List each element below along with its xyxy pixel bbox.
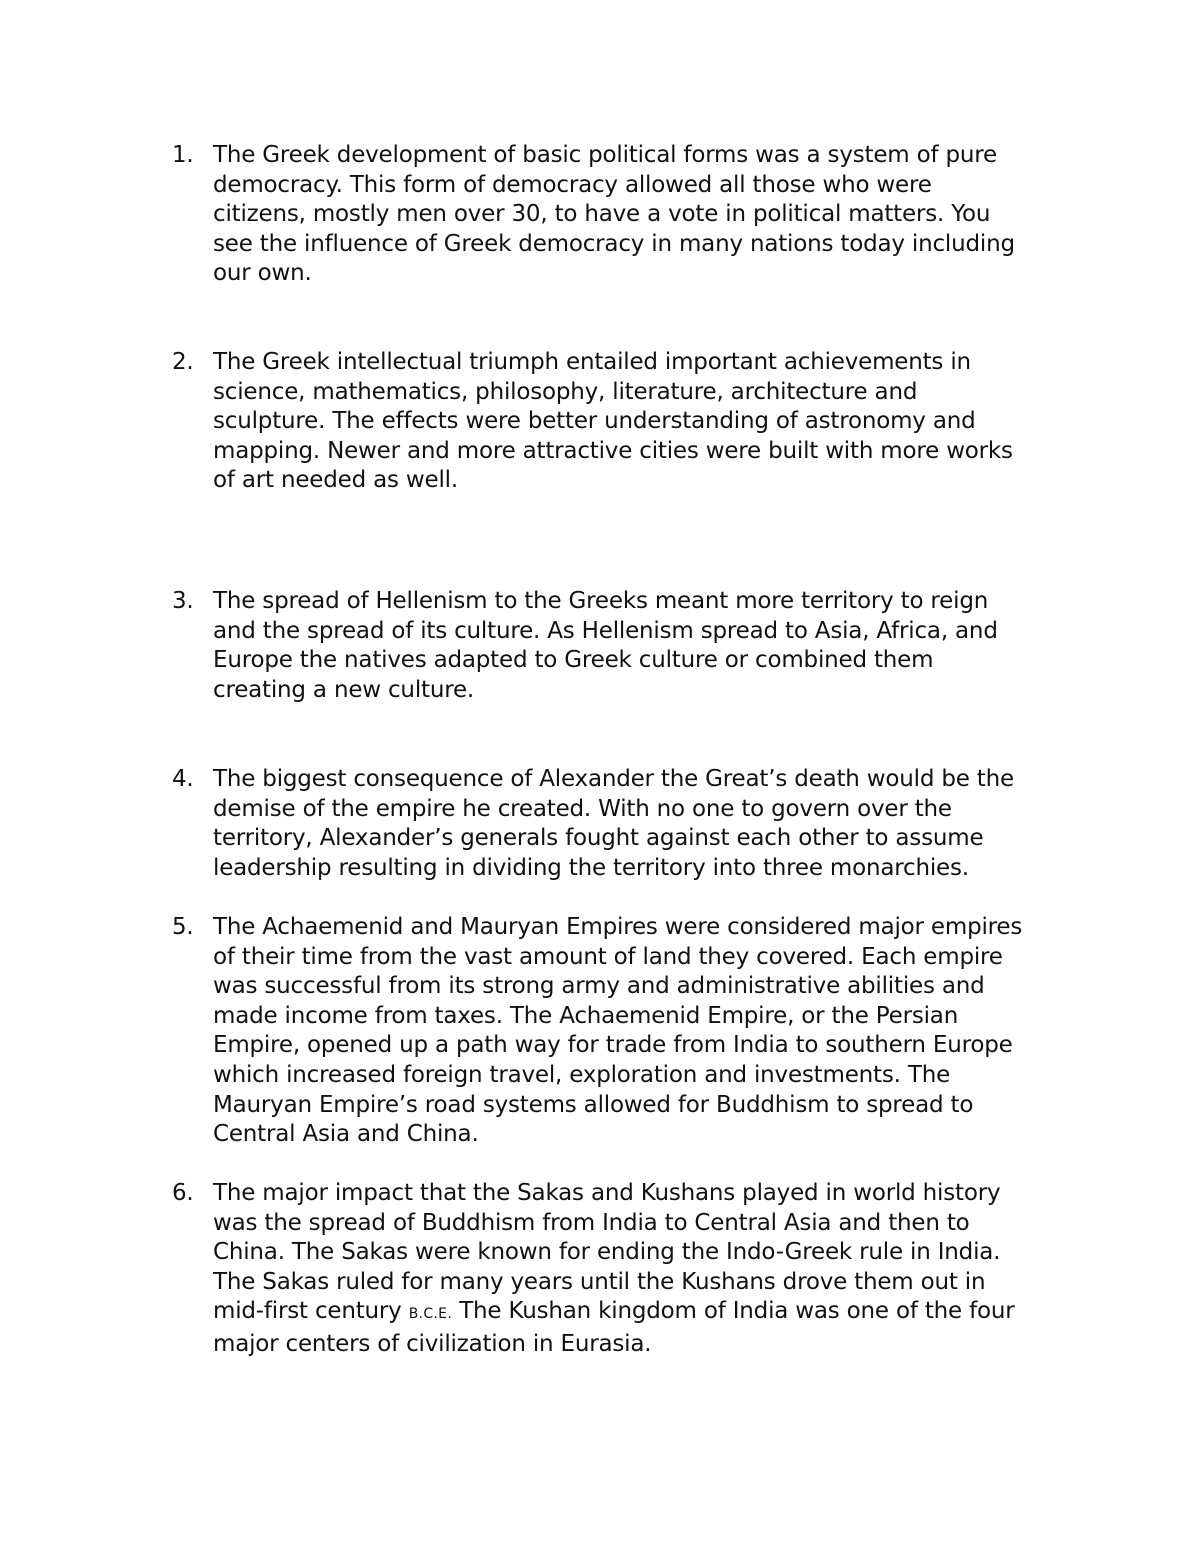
list-item-text <box>213 1179 1073 1360</box>
list-number: 5. <box>172 914 194 940</box>
text-segment: The major impact that the Sakas and Kushans played in world history was the spread of Buddhism from India to Central Asia and then to China. The Sakas were known for ending the Indo-Greek rule in India. The Sakas ruled for many years until the Kushans drove them out in mid-first century <box>213 1180 1001 1325</box>
list-number: 4. <box>172 766 194 792</box>
era-abbreviation: B.C.E. <box>408 1306 453 1323</box>
list-item-text: The Greek development of basic political forms was a system of pure democracy. This form of democracy allowed all those who were citizens, mostly men over 30, to have a vote in political matters. You see the influence of Greek democracy in many nations today including our own. <box>213 142 1015 287</box>
list-item-text: The Achaemenid and Mauryan Empires were considered major empires of their time from the vast amount of land they covered. Each empire was successful from its strong army and administrative abilities and made income from taxes. The Achaemenid Empire, or the Persian Empire, opened up a path way for trade from India to southern Europe which increased foreign travel, exploration and investments. The Mauryan Empire’s road systems allowed for Buddhism to spread to Central Asia and China. <box>213 914 1023 1148</box>
list-number: 1. <box>172 142 194 168</box>
list-number: 6. <box>172 1180 194 1206</box>
list-number: 2. <box>172 349 194 375</box>
list-item-text: The Greek intellectual triumph entailed important achievements in science, mathematics, philosophy, literature, architecture and sculpture. The effects were better understanding of astronomy and mapping. Newer and more attractive cities were built with more works of art needed as well. <box>213 349 1013 494</box>
list-item-text: The spread of Hellenism to the Greeks meant more territory to reign and the spread of its culture. As Hellenism spread to Asia, Africa, and Europe the natives adapted to Greek culture or combined them creating a new culture. <box>213 588 998 703</box>
text-segment: The Kushan kingdom of India was one of the four major centers of civilization in Eurasia. <box>213 1298 1015 1357</box>
list-number: 3. <box>172 588 194 614</box>
list-item-text: The biggest consequence of Alexander the Great’s death would be the demise of the empire he created. With no one to govern over the territory, Alexander’s generals fought against each other to assume leadership resulting in dividing the territory into three monarchies. <box>213 766 1014 881</box>
